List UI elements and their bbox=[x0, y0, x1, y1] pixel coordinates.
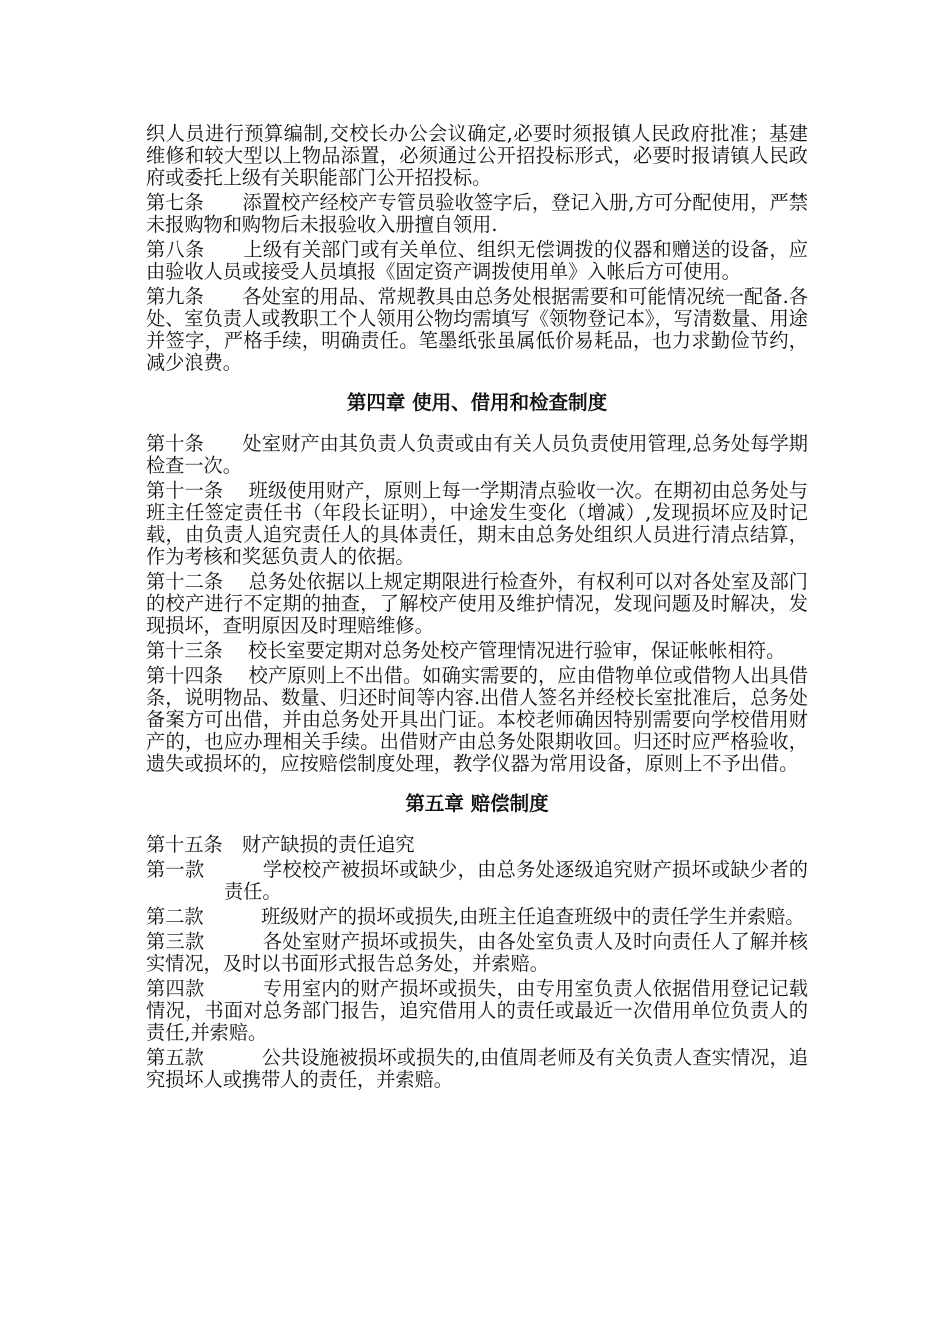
article-15: 第十五条 财产缺损的责任追究 bbox=[146, 833, 415, 856]
clause-1: 第一款 学校校产被损坏或缺少，由总务处逐级追究财产损坏或缺少者的责任。 bbox=[146, 858, 808, 903]
article-12: 第十二条 总务处依据以上规定期限进行检查外，有权利可以对各处室及部门的校产进行不定期的抽查，了解校产使用及维护情况，发现问题及时解决，发现损坏，查明原因及时理赔维修。 bbox=[146, 570, 808, 637]
chapter-5-heading: 第五章 赔偿制度 bbox=[405, 792, 549, 815]
chapter-4-heading: 第四章 使用、借用和检查制度 bbox=[346, 391, 608, 414]
document-page bbox=[146, 123, 808, 1094]
article-13: 第十三条 校长室要定期对总务处校产管理情况进行验审，保证帐帐相符。 bbox=[146, 639, 786, 662]
article-9: 第九条 各处室的用品、常规教具由总务处根据需要和可能情况统一配备.各处、室负责人或教职工个人领用公物均需填写《领物登记本》，写清数量、用途并签字，严格手续，明确责任。笔墨纸张虽属低价易耗品，也力求勤俭节约，减少浪费。 bbox=[146, 285, 808, 374]
article-8: 第八条 上级有关部门或有关单位、组织无偿调拨的仪器和赠送的设备，应由验收人员或接受人员填报《固定资产调拨使用单》入帐后方可使用。 bbox=[146, 238, 808, 283]
paragraph-continuation: 织人员进行预算编制,交校长办公会议确定,必要时须报镇人民政府批准；基建维修和较大型以上物品添置，必须通过公开招投标形式，必要时报请镇人民政府或委托上级有关职能部门公开招投标。 bbox=[146, 122, 808, 189]
clause-2: 第二款 班级财产的损坏或损失,由班主任追查班级中的责任学生并索赔。 bbox=[146, 905, 805, 928]
article-7: 第七条 添置校产经校产专管员验收签字后，登记入册,方可分配使用，严禁未报购物和购物后未报验收入册擅自领用. bbox=[146, 191, 808, 236]
article-14: 第十四条 校产原则上不出借。如确实需要的，应由借物单位或借物人出具借条，说明物品、数量、归还时间等内容.出借人签名并经校长室批准后，总务处备案方可出借，并由总务处开具出门证。本校老师确因特别需要向学校借用财产的，也应办理相关手续。出借财产由总务处限期收回。归还时应严格验收，遗失或损坏的，应按赔偿制度处理，教学仪器为常用设备，原则上不予出借。 bbox=[146, 664, 808, 775]
article-11: 第十一条 班级使用财产，原则上每一学期清点验收一次。在期初由总务处与班主任签定责任书（年段长证明），中途发生变化（增减）,发现损坏应及时记载，由负责人追究责任人的具体责任，期末由总务处组织人员进行清点结算，作为考核和奖惩负责人的依据。 bbox=[146, 479, 808, 568]
clause-3: 第三款 各处室财产损坏或损失，由各处室负责人及时向责任人了解并核实情况，及时以书面形式报告总务处，并索赔。 bbox=[146, 930, 808, 975]
clause-5: 第五款 公共设施被损坏或损失的,由值周老师及有关负责人查实情况，追究损坏人或携带人的责任，并索赔。 bbox=[146, 1046, 808, 1091]
clause-4: 第四款 专用室内的财产损坏或损失，由专用室负责人依据借用登记记载情况，书面对总务部门报告，追究借用人的责任或最近一次借用单位负责人的责任,并索赔。 bbox=[146, 977, 808, 1044]
article-10: 第十条 处室财产由其负责人负责或由有关人员负责使用管理,总务处每学期检查一次。 bbox=[146, 432, 808, 477]
